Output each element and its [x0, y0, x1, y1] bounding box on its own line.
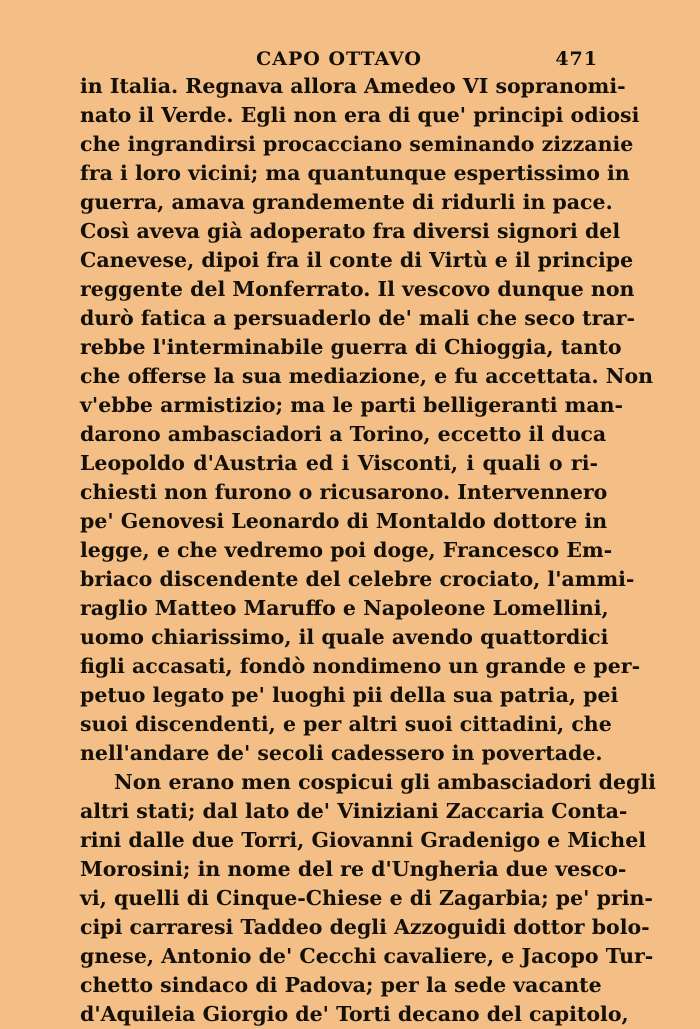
- text-line: uomo chiarissimo, il quale avendo quattordici: [80, 625, 609, 649]
- page-number: 471: [555, 48, 598, 70]
- text-line: che offerse la sua mediazione, e fu accettata. Non: [80, 364, 654, 388]
- text-line: pe' Genovesi Leonardo di Montaldo dottore in: [80, 509, 608, 533]
- text-line: gnese, Antonio de' Cecchi cavaliere, e Jacopo Tur-: [80, 944, 654, 968]
- text-line: Non erano men cospicui gli ambasciadori degli: [114, 770, 656, 794]
- text-line: chetto sindaco di Padova; per la sede vacante: [80, 973, 602, 997]
- text-line: chiesti non furono o ricusarono. Intervennero: [80, 480, 608, 504]
- text-line: cipi carraresi Taddeo degli Azzoguidi dottor bolo-: [80, 915, 650, 939]
- text-line: raglio Matteo Maruffo e Napoleone Lomellini,: [80, 596, 609, 620]
- text-line: legge, e che vedremo poi doge, Francesco Em-: [80, 538, 613, 562]
- text-line: altri stati; dal lato de' Viniziani Zaccaria Conta-: [80, 799, 628, 823]
- text-line: vi, quelli di Cinque-Chiese e di Zagarbia; pe' prin-: [80, 886, 653, 910]
- paragraph: [80, 768, 656, 1029]
- text-line: nell'andare de' secoli cadessero in povertade.: [80, 741, 603, 765]
- text-line: Canevese, dipoi fra il conte di Virtù e il principe: [80, 248, 634, 272]
- paragraph: [80, 72, 654, 768]
- text-line: fra i loro vicini; ma quantunque espertissimo in: [80, 161, 630, 185]
- book-page: [80, 44, 656, 1029]
- text-line: figli accasati, fondò nondimeno un grande e per-: [80, 654, 641, 678]
- text-line: rebbe l'interminabile guerra di Chioggia, tanto: [80, 335, 622, 359]
- text-line: guerra, amava grandemente di ridurli in pace.: [80, 190, 613, 214]
- text-line: che ingrandirsi procacciano seminando zizzanie: [80, 132, 634, 156]
- text-line: petuo legato pe' luoghi pii della sua patria, pei: [80, 683, 619, 707]
- text-line: d'Aquileia Giorgio de' Torti decano del capitolo,: [80, 1002, 629, 1026]
- text-line: rini dalle due Torri, Giovanni Gradenigo e Michel: [80, 828, 647, 852]
- text-line: nato il Verde. Egli non era di que' principi odiosi: [80, 103, 640, 127]
- text-line: durò fatica a persuaderlo de' mali che seco trar-: [80, 306, 635, 330]
- text-line: v'ebbe armistizio; ma le parti belligeranti man-: [80, 393, 624, 417]
- page-header: [80, 44, 598, 72]
- running-title: CAPO OTTAVO: [256, 48, 422, 70]
- text-line: Così aveva già adoperato fra diversi signori del: [80, 219, 621, 243]
- text-line: suoi discendenti, e per altri suoi cittadini, che: [80, 712, 612, 736]
- text-line: in Italia. Regnava allora Amedeo VI sopranomi-: [80, 74, 626, 98]
- text-line: Leopoldo d'Austria ed i Visconti, i quali o ri-: [80, 451, 598, 475]
- body-text: [80, 72, 656, 1029]
- text-line: Morosini; in nome del re d'Ungheria due vesco-: [80, 857, 627, 881]
- text-line: darono ambasciadori a Torino, eccetto il duca: [80, 422, 607, 446]
- text-line: reggente del Monferrato. Il vescovo dunque non: [80, 277, 635, 301]
- text-line: briaco discendente del celebre crociato, l'ammi-: [80, 567, 635, 591]
